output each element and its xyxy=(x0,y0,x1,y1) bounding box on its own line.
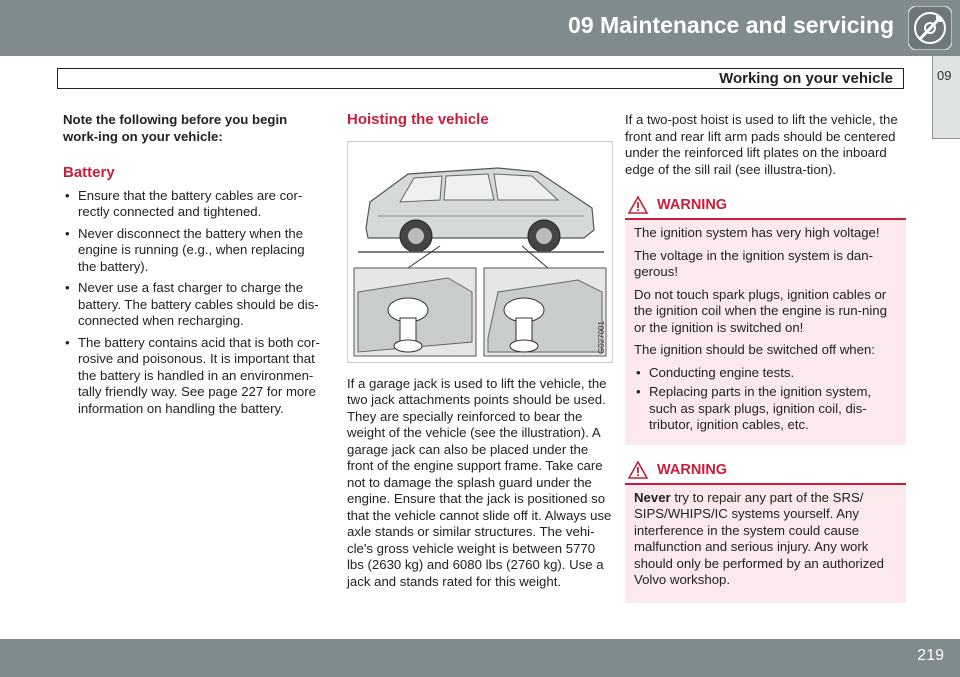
warning-text xyxy=(634,490,898,589)
chapter-title: 09 Maintenance and servicing xyxy=(568,12,894,38)
figure-code: G027001 xyxy=(597,320,606,354)
list-item: • Never disconnect the battery when the engine is running (e.g., when replacing the battery). xyxy=(63,226,325,276)
chapter-tab-label: 09 xyxy=(937,68,952,83)
warning-text: Do not touch spark plugs, ignition cables or the ignition coil when the engine is run-ning or the ignition is switched on! xyxy=(634,286,887,335)
warning-rest: try to repair any part of the SRS/ SIPS/WHIPS/IC systems yourself. Any interference in the system could cause malfunction and serious injury. Any work should only be performed by an authorized Volvo workshop. xyxy=(634,489,884,587)
vehicle-jack-illustration xyxy=(347,141,613,363)
warning-title: WARNING xyxy=(657,461,728,478)
warning-triangle-icon xyxy=(628,461,648,479)
warning-title: WARNING xyxy=(657,197,728,213)
warning-bold-lead: Never xyxy=(634,489,671,505)
list-item: • Replacing parts in the ignition system, such as spark plugs, ignition coil, dis-tributor, ignition cables, etc. xyxy=(634,384,898,434)
hoisting-heading: Hoisting the vehicle xyxy=(347,111,489,128)
warning-header xyxy=(625,459,906,485)
battery-heading: Battery xyxy=(63,164,115,181)
car-jack-points-drawing xyxy=(348,142,612,362)
section-bar xyxy=(57,68,904,89)
page-number: 219 xyxy=(917,647,944,664)
chapter-header xyxy=(0,0,960,56)
list-item: • The battery contains acid that is both cor-rosive and poisonous. It is important that the battery is handled in an environmen-tally friendly way. See page 227 for more information on handling the battery. xyxy=(63,335,325,418)
warning-box-srs xyxy=(625,459,906,603)
column-left xyxy=(63,112,325,422)
list-item: • Never use a fast charger to charge the battery. The battery cables should be dis-connected when recharging. xyxy=(63,280,325,330)
warning-triangle-icon xyxy=(628,196,648,214)
list-item: • Conducting engine tests. xyxy=(634,365,898,382)
wrench-gear-icon xyxy=(908,6,952,50)
column-right xyxy=(625,112,906,603)
column-middle xyxy=(347,112,615,596)
section-title: Working on your vehicle xyxy=(719,70,893,87)
hoist-paragraph: If a two-post hoist is used to lift the vehicle, the front and rear lift arm pads should be centered under the reinforced lift plates on the inboard edge of the sill rail (see illustra-tion). xyxy=(625,112,898,177)
chapter-tab[interactable] xyxy=(932,56,960,139)
list-item: • Ensure that the battery cables are cor-rectly connected and tightened. xyxy=(63,188,325,221)
warning-body xyxy=(625,220,906,434)
intro-text: Note the following before you begin work-ing on your vehicle: xyxy=(63,112,288,144)
warning-text: The ignition should be switched off when: xyxy=(634,342,875,357)
jack-paragraph: If a garage jack is used to lift the vehicle, the two jack attachments points should be used. They are specially reinforced to bear the weight of the vehicle (see the illustration). A garage jack can also be placed under the front of the engine support frame. Take care not to damage the splash guard under the engine. Ensure that the jack is positioned so that the vehicle cannot slide off it. Always use axle stands or similar structures. The vehi-cle's gross vehicle weight is between 5770 lbs (2630 kg) and 6080 lbs (2760 kg). Use a jack and stands rated for this weight. xyxy=(347,375,612,589)
warning-header xyxy=(625,194,906,220)
page-footer xyxy=(0,639,960,677)
warning-text: The voltage in the ignition system is dan-gerous! xyxy=(634,247,873,279)
warning-body xyxy=(625,485,906,589)
warning-list xyxy=(634,365,898,434)
battery-list xyxy=(63,188,325,418)
warning-box-ignition xyxy=(625,194,906,445)
warning-text: The ignition system has very high voltage! xyxy=(634,225,880,240)
